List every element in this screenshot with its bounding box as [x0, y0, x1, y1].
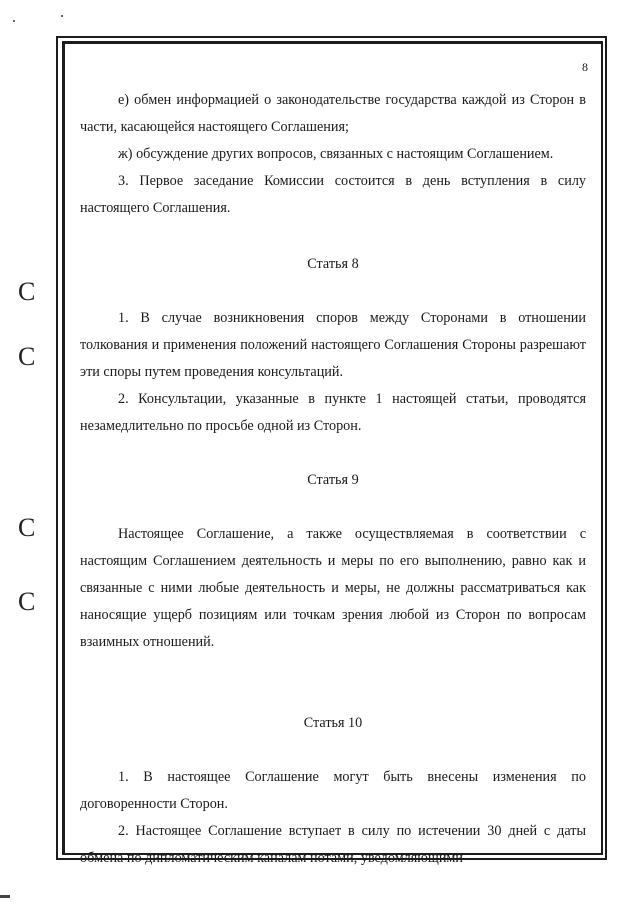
article-heading: Статья 10	[303, 715, 363, 731]
scan-edge-mark	[0, 895, 10, 898]
paragraph: 2. Настоящее Соглашение вступает в силу по истечении 30 дней с даты обмена по дипломатическим каналам нотами, уведомляющими	[80, 823, 586, 866]
binding-hole-mark: C	[18, 587, 36, 616]
scan-speck	[61, 15, 63, 17]
paragraph: е) обмен информацией о законодательстве государства каждой из Сторон в части, касающейся настоящего Соглашения;	[80, 92, 586, 135]
page-number: 8	[582, 60, 588, 74]
paragraph: Настоящее Соглашение, а также осуществляемая в соответствии с настоящим Соглашением деятельность и меры по его выполнению, равно как и связанные с ними любые деятельность и меры, не должны рассматриваться как наносящие ущерб позициям или точкам зрения любой из Сторон по вопросам взаимных отношений.	[80, 526, 586, 650]
scan-speck	[13, 20, 15, 22]
document-body	[80, 87, 586, 872]
binding-hole-mark: C	[18, 342, 36, 371]
binding-hole-mark: C	[18, 513, 36, 542]
binding-hole-mark: C	[18, 277, 36, 306]
article-heading: Статья 9	[307, 472, 359, 488]
paragraph: 1. В случае возникновения споров между Сторонами в отношении толкования и применения положений настоящего Соглашения Стороны разрешают эти споры путем проведения консультаций.	[80, 310, 586, 380]
paragraph: 3. Первое заседание Комиссии состоится в день вступления в силу настоящего Соглашения.	[80, 173, 586, 216]
paragraph: ж) обсуждение других вопросов, связанных с настоящим Соглашением.	[118, 146, 554, 162]
paragraph: 2. Консультации, указанные в пункте 1 настоящей статьи, проводятся незамедлительно по просьбе одной из Сторон.	[80, 391, 586, 434]
paragraph: 1. В настоящее Соглашение могут быть внесены изменения по договоренности Сторон.	[80, 769, 586, 812]
article-heading: Статья 8	[307, 256, 359, 272]
